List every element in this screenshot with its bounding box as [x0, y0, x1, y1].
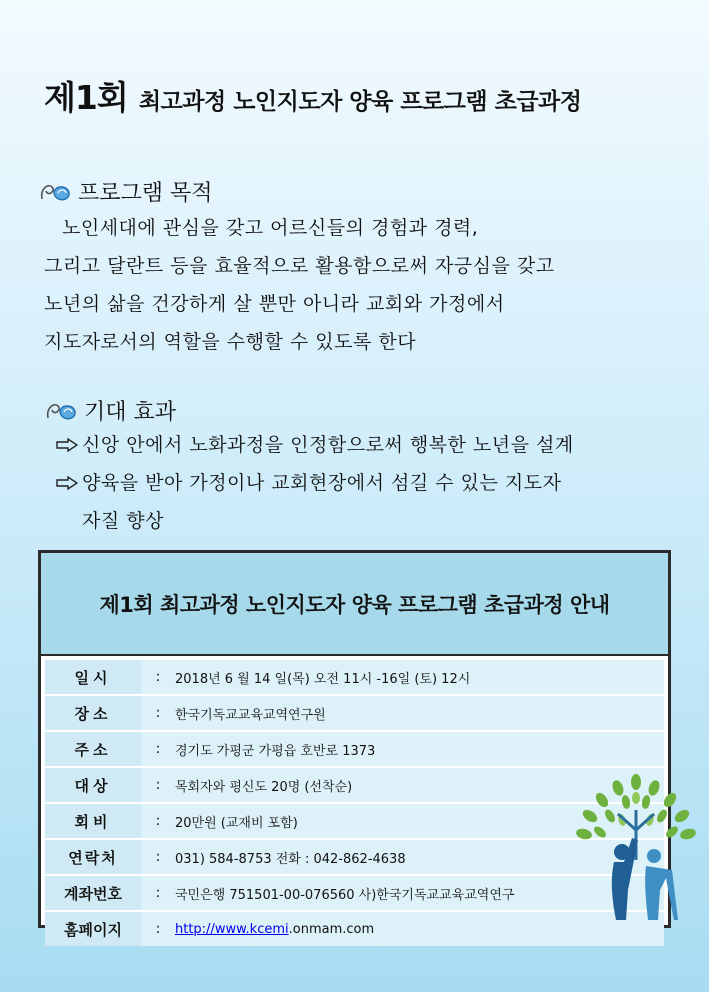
title-text: 최고과정 노인지도자 양육 프로그램 초급과정: [138, 89, 582, 115]
purpose-text: [44, 209, 555, 361]
page-title: [44, 72, 704, 119]
swirl-icon: [38, 177, 72, 207]
info-row-contact: 연락처 : 031) 584-8753 전화 : 042-862-4638: [45, 840, 664, 874]
info-row-fee: 회비 : 20만원 (교재비 포함): [45, 804, 664, 838]
arrow-right-icon: [56, 438, 78, 452]
homepage-suffix: .onmam.com: [288, 921, 375, 937]
info-row-address: 주소 : 경기도 가평군 가평읍 호반로 1373: [45, 732, 664, 766]
info-row-target: 대상 : 목회자와 평신도 20명 (선착순): [45, 768, 664, 802]
purpose-heading-label: 프로그램 목적: [78, 181, 213, 206]
effects-item: 신앙 안에서 노화과정을 인정함으로써 행복한 노년을 설계: [56, 426, 574, 464]
effects-heading-label: 기대 효과: [84, 400, 177, 425]
swirl-icon: [44, 396, 78, 426]
homepage-link[interactable]: http://www.kcemi: [175, 921, 289, 937]
purpose-line: 노년의 삶을 건강하게 살 뿐만 아니라 교회와 가정에서: [44, 293, 505, 315]
purpose-line: 그리고 달란트 등을 효율적으로 활용함으로써 자긍심을 갖고: [44, 255, 555, 277]
arrow-right-icon: [56, 476, 78, 490]
purpose-line: 노인세대에 관심을 갖고 어르신들의 경험과 경력,: [62, 217, 479, 239]
effects-item: 양육을 받아 가정이나 교회현장에서 섬길 수 있는 지도자: [56, 464, 574, 502]
tree-people-logo: [566, 770, 706, 930]
effects-list: [56, 426, 574, 540]
title-number: 제1회: [44, 78, 128, 117]
effects-item-continued: 자질 향상: [82, 510, 164, 532]
effects-heading: [44, 395, 176, 426]
info-header: [41, 553, 668, 656]
info-header-title: 제1회 최고과정 노인지도자 양육 프로그램 초급과정 안내: [99, 592, 610, 617]
info-row-homepage: 홈페이지 : http://www.kcemi.onmam.com: [45, 912, 664, 946]
purpose-line: 지도자로서의 역할을 수행할 수 있도록 한다: [44, 331, 417, 353]
info-row-date: 일시 : 2018년 6 월 14 일(목) 오전 11시 -16일 (토) 12시: [45, 660, 664, 694]
purpose-heading: [38, 176, 213, 207]
info-row-place: 장소 : 한국기독교교육교역연구원: [45, 696, 664, 730]
info-row-account: 계좌번호 : 국민은행 751501-00-076560 사)한국기독교교육교역연구: [45, 876, 664, 910]
